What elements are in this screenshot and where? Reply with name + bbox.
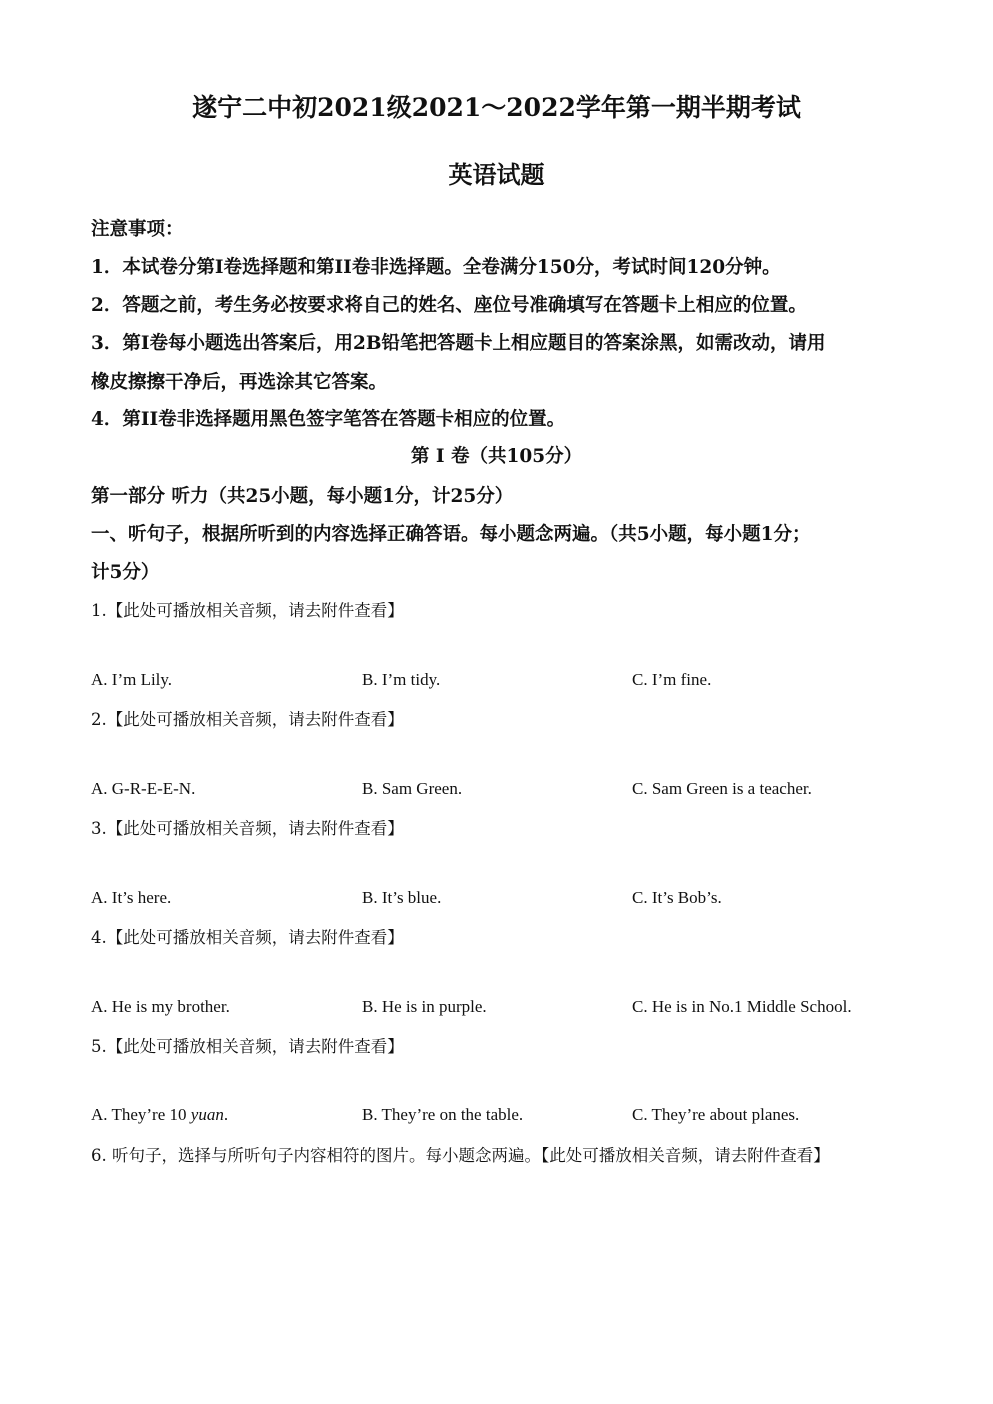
notice-item-1: 1．本试卷分第I卷选择题和第II卷非选择题。全卷满分150分，考试时间120分钟。: [91, 257, 781, 278]
exam-title: 遂宁二中初2021级2021～2022学年第一期半期考试: [192, 93, 801, 122]
question-stem: 5.【此处可播放相关音频，请去附件查看】: [91, 1037, 404, 1056]
question-6-stem: 6. 听句子，选择与所听句子内容相符的图片。每小题念两遍。【此处可播放相关音频，请去附件查看】: [91, 1146, 830, 1165]
notice-item-4: 4．第II卷非选择题用黑色签字笔答在答题卡相应的位置。: [91, 409, 566, 430]
option-a: [91, 1105, 228, 1125]
option-a: A. It’s here.: [91, 888, 172, 907]
question-stem: 1.【此处可播放相关音频，请去附件查看】: [91, 601, 404, 620]
notice-heading: 注意事项：: [91, 219, 184, 240]
option-b: B. I’m tidy.: [362, 670, 441, 689]
option-c: C. He is in No.1 Middle School.: [632, 997, 852, 1016]
instruction-line-1: 一、听句子，根据所听到的内容选择正确答语。每小题念两遍。（共5小题，每小题1分；: [91, 524, 811, 545]
question-stem: 3.【此处可播放相关音频，请去附件查看】: [91, 819, 404, 838]
option-b: B. It’s blue.: [362, 888, 442, 907]
exam-subtitle: 英语试题: [448, 160, 545, 189]
notice-item-3: 3．第I卷每小题选出答案后，用2B铅笔把答题卡上相应题目的答案涂黑，如需改动，请用: [91, 333, 826, 354]
option-a: A. He is my brother.: [91, 997, 230, 1016]
option-b: B. They’re on the table.: [362, 1105, 524, 1124]
notice-item-2: 2．答题之前，考生务必按要求将自己的姓名、座位号准确填写在答题卡上相应的位置。: [91, 295, 807, 316]
option-c: C. Sam Green is a teacher.: [632, 779, 812, 798]
option-a: A. I’m Lily.: [91, 670, 173, 689]
option-a-prefix: A. They’re 10: [91, 1105, 191, 1124]
option-a-suffix: .: [223, 1105, 229, 1124]
question-stem: 4.【此处可播放相关音频，请去附件查看】: [91, 928, 404, 947]
option-c: C. It’s Bob’s.: [632, 888, 722, 907]
option-c: C. They’re about planes.: [632, 1105, 800, 1124]
notice-item-3-cont: 橡皮擦擦干净后，再选涂其它答案。: [91, 372, 388, 393]
instruction-line-2: 计5分）: [91, 562, 160, 583]
option-c: C. I’m fine.: [632, 670, 712, 689]
option-b: B. Sam Green.: [362, 779, 463, 798]
volume-heading: 第 I 卷（共105分）: [410, 446, 583, 467]
question-stem: 2.【此处可播放相关音频，请去附件查看】: [91, 710, 404, 729]
option-b: B. He is in purple.: [362, 997, 487, 1016]
part-heading: 第一部分 听力（共25小题，每小题1分，计25分）: [91, 486, 514, 507]
option-a: A. G-R-E-E-N.: [91, 779, 196, 798]
option-a-italic: yuan: [190, 1105, 224, 1124]
